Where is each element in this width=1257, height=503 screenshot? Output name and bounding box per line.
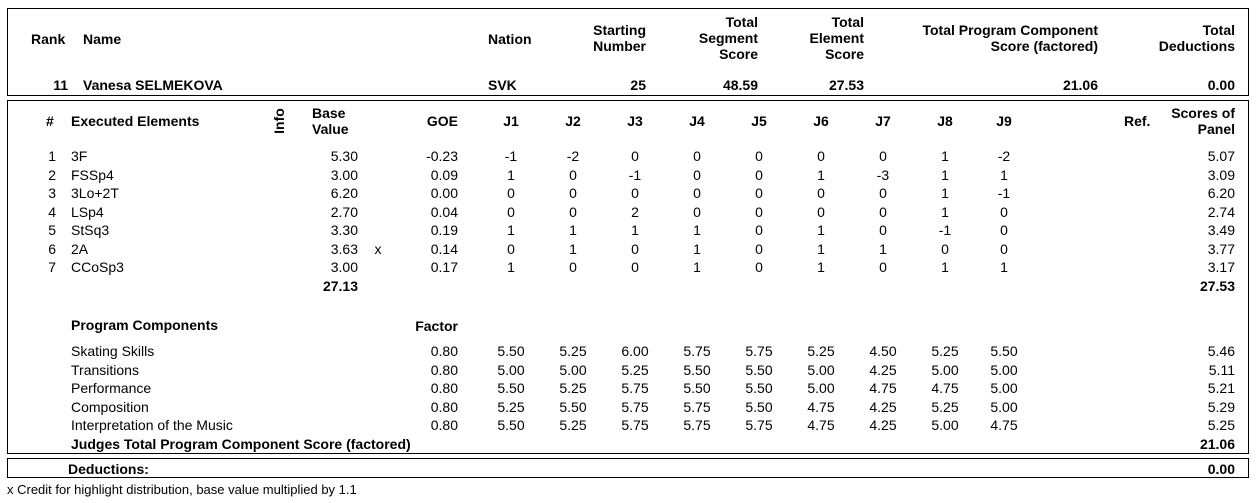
element-goe: 0.14 — [430, 241, 458, 257]
element-judge-score: 0 — [755, 148, 763, 164]
element-judge-score: 0 — [879, 204, 887, 220]
skater-tes: 27.53 — [828, 77, 864, 93]
starting-number-header: Starting Number — [593, 22, 646, 54]
element-goe: 0.04 — [430, 204, 458, 220]
component-panel-score: 5.29 — [1207, 399, 1235, 415]
deductions-value: 0.00 — [1207, 461, 1235, 477]
components-total-value: 21.06 — [1199, 436, 1235, 452]
component-judge-score: 5.50 — [497, 343, 525, 359]
component-name: Transitions — [71, 362, 139, 378]
element-panel-score: 6.20 — [1207, 185, 1235, 201]
judge-header: J4 — [689, 113, 705, 129]
component-judge-score: 5.50 — [497, 417, 525, 433]
element-number: 4 — [48, 204, 56, 220]
elements-score-total: 27.53 — [1199, 278, 1235, 294]
components-total-label: Judges Total Program Component Score (factored) — [71, 436, 411, 452]
judge-header: J3 — [627, 113, 643, 129]
elements-num-header: # — [46, 113, 54, 129]
element-judge-score: 0 — [1000, 241, 1008, 257]
element-judge-score: 1 — [817, 259, 825, 275]
element-judge-score: 1 — [817, 241, 825, 257]
program-components-title: Program Components — [71, 317, 219, 333]
element-number: 3 — [48, 185, 56, 201]
element-judge-score: 0 — [569, 204, 577, 220]
component-judge-score: 4.75 — [869, 380, 897, 396]
element-number: 6 — [48, 241, 56, 257]
element-judge-score: 1 — [693, 222, 701, 238]
component-judge-score: 5.75 — [621, 380, 649, 396]
element-judge-score: 1 — [507, 167, 515, 183]
element-base-value: 2.70 — [330, 204, 358, 220]
element-name: StSq3 — [71, 222, 110, 238]
element-judge-score: 1 — [941, 167, 949, 183]
rank-header: Rank — [31, 31, 66, 47]
component-judge-score: 5.75 — [745, 343, 773, 359]
skater-deductions: 0.00 — [1207, 77, 1235, 93]
skater-rank: 11 — [53, 77, 68, 93]
element-base-value: 3.30 — [330, 222, 358, 238]
element-judge-score: 1 — [941, 204, 949, 220]
element-judge-score: 0 — [507, 204, 515, 220]
element-base-value: 3.00 — [330, 167, 358, 183]
component-panel-score: 5.21 — [1207, 380, 1235, 396]
component-judge-score: 4.25 — [869, 362, 897, 378]
element-judge-score: 1 — [631, 222, 639, 238]
element-name: 3F — [71, 148, 88, 164]
element-judge-score: 0 — [507, 185, 515, 201]
element-judge-score: 1 — [941, 148, 949, 164]
element-judge-score: -2 — [566, 148, 580, 164]
component-judge-score: 5.00 — [990, 362, 1018, 378]
element-judge-score: -2 — [997, 148, 1011, 164]
component-judge-score: 5.50 — [497, 380, 525, 396]
element-name: 3Lo+2T — [71, 185, 119, 201]
element-judge-score: 0 — [569, 185, 577, 201]
element-goe: 0.17 — [430, 259, 458, 275]
element-base-value: 5.30 — [330, 148, 358, 164]
component-judge-score: 5.50 — [745, 380, 773, 396]
component-name: Interpretation of the Music — [71, 417, 233, 433]
element-judge-score: 2 — [631, 204, 639, 220]
element-base-value: 6.20 — [330, 185, 358, 201]
nation-header: Nation — [488, 31, 532, 47]
element-goe: 0.00 — [430, 185, 458, 201]
skater-name: Vanesa SELMEKOVA — [83, 77, 223, 93]
element-name: FSSp4 — [71, 167, 114, 183]
component-judge-score: 5.50 — [745, 399, 773, 415]
skater-starting-number: 25 — [630, 77, 646, 93]
element-judge-score: -1 — [628, 167, 642, 183]
element-judge-score: 0 — [941, 241, 949, 257]
element-number: 2 — [48, 167, 56, 183]
component-judge-score: 4.75 — [807, 399, 835, 415]
skater-pcs: 21.06 — [1062, 77, 1098, 93]
pcs-header: Total Program Component Score (factored) — [922, 22, 1098, 54]
scores-of-panel-header: Scores of Panel — [1171, 105, 1235, 137]
component-judge-score: 5.25 — [807, 343, 835, 359]
component-name: Skating Skills — [71, 343, 155, 359]
tss-header: Total Segment Score — [698, 14, 758, 62]
judge-header: J8 — [937, 113, 953, 129]
element-panel-score: 3.77 — [1207, 241, 1235, 257]
component-factor: 0.80 — [430, 399, 458, 415]
factor-header: Factor — [415, 318, 458, 334]
footnote: x Credit for highlight distribution, base value multiplied by 1.1 — [7, 482, 357, 497]
element-judge-score: 0 — [693, 167, 701, 183]
element-judge-score: 0 — [1000, 204, 1008, 220]
element-judge-score: 1 — [941, 185, 949, 201]
element-judge-score: 1 — [1000, 167, 1008, 183]
component-judge-score: 5.00 — [990, 399, 1018, 415]
element-panel-score: 3.49 — [1207, 222, 1235, 238]
component-factor: 0.80 — [430, 417, 458, 433]
component-judge-score: 5.25 — [559, 417, 587, 433]
goe-header: GOE — [426, 113, 458, 129]
judge-header: J9 — [996, 113, 1012, 129]
element-judge-score: 0 — [755, 259, 763, 275]
deductions-header: Total Deductions — [1158, 22, 1235, 54]
skater-nation: SVK — [488, 77, 517, 93]
element-judge-score: -1 — [997, 185, 1011, 201]
element-judge-score: 0 — [1000, 222, 1008, 238]
element-panel-score: 3.09 — [1207, 167, 1235, 183]
element-judge-score: 0 — [693, 148, 701, 164]
component-judge-score: 5.25 — [559, 343, 587, 359]
element-judge-score: 0 — [693, 185, 701, 201]
skater-tss: 48.59 — [722, 77, 758, 93]
element-judge-score: 1 — [941, 259, 949, 275]
deductions-label: Deductions: — [68, 461, 149, 477]
element-number: 1 — [48, 148, 56, 164]
component-judge-score: 5.50 — [990, 343, 1018, 359]
component-judge-score: 5.75 — [621, 417, 649, 433]
element-panel-score: 5.07 — [1207, 148, 1235, 164]
element-name: LSp4 — [71, 204, 104, 220]
judge-header: J5 — [751, 113, 767, 129]
element-judge-score: 0 — [755, 167, 763, 183]
element-judge-score: 1 — [1000, 259, 1008, 275]
component-judge-score: 5.00 — [990, 380, 1018, 396]
component-judge-score: 5.75 — [683, 417, 711, 433]
element-judge-score: 1 — [817, 167, 825, 183]
element-judge-score: 1 — [569, 241, 577, 257]
component-judge-score: 4.75 — [990, 417, 1018, 433]
element-judge-score: -3 — [876, 167, 890, 183]
element-goe: 0.19 — [430, 222, 458, 238]
element-number: 7 — [48, 259, 56, 275]
element-judge-score: 0 — [817, 148, 825, 164]
element-base-value: 3.00 — [330, 259, 358, 275]
element-judge-score: 0 — [693, 204, 701, 220]
component-judge-score: 5.00 — [931, 362, 959, 378]
component-panel-score: 5.46 — [1207, 343, 1235, 359]
judge-header: J7 — [875, 113, 891, 129]
tes-header: Total Element Score — [809, 14, 864, 62]
component-name: Composition — [71, 399, 149, 415]
name-header: Name — [83, 31, 122, 47]
component-panel-score: 5.11 — [1208, 362, 1235, 378]
component-judge-score: 5.50 — [683, 380, 711, 396]
element-judge-score: 1 — [817, 222, 825, 238]
component-judge-score: 5.25 — [497, 399, 525, 415]
element-name: CCoSp3 — [71, 259, 124, 275]
element-judge-score: 1 — [879, 241, 887, 257]
element-goe: 0.09 — [430, 167, 458, 183]
element-goe: -0.23 — [426, 148, 458, 164]
component-judge-score: 5.00 — [559, 362, 587, 378]
element-judge-score: 0 — [817, 204, 825, 220]
component-judge-score: 5.75 — [683, 399, 711, 415]
component-panel-score: 5.25 — [1207, 417, 1235, 433]
element-judge-score: -1 — [938, 222, 952, 238]
component-judge-score: 5.25 — [931, 343, 959, 359]
element-judge-score: 0 — [879, 148, 887, 164]
element-judge-score: 1 — [569, 222, 577, 238]
element-panel-score: 2.74 — [1207, 204, 1235, 220]
component-judge-score: 5.25 — [931, 399, 959, 415]
component-judge-score: 5.75 — [683, 343, 711, 359]
element-judge-score: -1 — [504, 148, 518, 164]
component-name: Performance — [71, 380, 152, 396]
component-judge-score: 5.50 — [745, 362, 773, 378]
element-panel-score: 3.17 — [1207, 259, 1235, 275]
element-judge-score: 0 — [631, 241, 639, 257]
component-judge-score: 5.00 — [931, 417, 959, 433]
element-judge-score: 1 — [693, 241, 701, 257]
info-header: Info — [271, 108, 287, 134]
element-judge-score: 1 — [507, 222, 515, 238]
component-judge-score: 4.25 — [869, 417, 897, 433]
judge-header: J6 — [813, 113, 829, 129]
component-factor: 0.80 — [430, 362, 458, 378]
component-judge-score: 5.00 — [807, 380, 835, 396]
component-judge-score: 4.75 — [931, 380, 959, 396]
element-judge-score: 0 — [755, 185, 763, 201]
deductions-box — [7, 458, 1249, 478]
element-judge-score: 0 — [879, 222, 887, 238]
elements-base-total: 27.13 — [322, 278, 358, 294]
element-judge-score: 1 — [693, 259, 701, 275]
component-factor: 0.80 — [430, 380, 458, 396]
component-judge-score: 4.75 — [807, 417, 835, 433]
element-info: x — [374, 241, 382, 257]
element-judge-score: 0 — [879, 185, 887, 201]
judge-header: J2 — [565, 113, 581, 129]
ref-header: Ref. — [1124, 113, 1151, 129]
element-judge-score: 0 — [817, 185, 825, 201]
component-judge-score: 5.25 — [559, 380, 587, 396]
executed-elements-header: Executed Elements — [71, 113, 200, 129]
element-name: 2A — [71, 241, 89, 257]
base-value-header: Base Value — [312, 105, 349, 137]
element-judge-score: 0 — [755, 222, 763, 238]
element-judge-score: 0 — [755, 241, 763, 257]
component-factor: 0.80 — [430, 343, 458, 359]
component-judge-score: 5.75 — [745, 417, 773, 433]
element-judge-score: 0 — [879, 259, 887, 275]
element-judge-score: 0 — [631, 259, 639, 275]
judge-header: J1 — [503, 113, 519, 129]
element-judge-score: 1 — [507, 259, 515, 275]
element-judge-score: 0 — [755, 204, 763, 220]
component-judge-score: 4.25 — [869, 399, 897, 415]
component-judge-score: 5.50 — [559, 399, 587, 415]
component-judge-score: 6.00 — [621, 343, 649, 359]
element-judge-score: 0 — [631, 185, 639, 201]
component-judge-score: 5.50 — [683, 362, 711, 378]
element-judge-score: 0 — [507, 241, 515, 257]
component-judge-score: 5.25 — [621, 362, 649, 378]
component-judge-score: 5.75 — [621, 399, 649, 415]
element-judge-score: 0 — [631, 148, 639, 164]
component-judge-score: 4.50 — [869, 343, 897, 359]
element-number: 5 — [48, 222, 56, 238]
element-base-value: 3.63 — [330, 241, 358, 257]
component-judge-score: 5.00 — [807, 362, 835, 378]
component-judge-score: 5.00 — [497, 362, 525, 378]
element-judge-score: 0 — [569, 167, 577, 183]
element-judge-score: 0 — [569, 259, 577, 275]
